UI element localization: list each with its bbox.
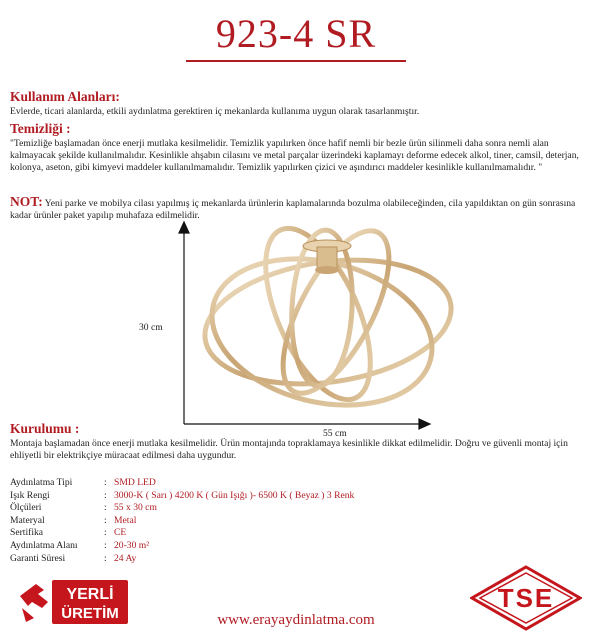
cleaning-text: "Temizliğe başlamadan önce enerji mutlaka kesilmelidir. Temizlik yapılırken önce hafif nemli bir bezle ürün silinmeli daha sonra nemli alan kalmayacak şekilde kullanılmalıdır. Kesinlikle ahşabın cilasını ve metal parçalar üzerindeki kaplamayı deforme edecek alkol, tiner, camsil, deterjan, kolonya, aseton, gibi kimyevi maddeler kullanılmamalıdır. Temizlik yapılırken çizici ve aşındırıcı maddeler kesinlikle kullanılmamalıdır. " (10, 138, 579, 174)
spec-row: Aydınlatma Alanı : 20-30 m² (10, 539, 150, 551)
spec-row: Garanti Süresi : 24 Ay (10, 552, 137, 564)
note-text: Yeni parke ve mobilya cilası yapılmış iç mekanlarda ürünlerin kaplamalarında bozulma olabileceğinden, cila yapıldıktan on gün sonrasına kadar ürünler paket yapılıp muhafaza edilmelidir. (10, 198, 576, 222)
spec-row: Ölçüleri : 55 x 30 cm (10, 502, 157, 514)
usage-text: Evlerde, ticari alanlarda, etkili aydınlatma gerektiren iç mekanlarda kullanıma uygun olarak tasarlanmıştır. (10, 106, 420, 117)
width-label: 55 cm (323, 428, 347, 439)
spec-row: Aydınlatma Tipi : SMD LED (10, 477, 156, 488)
height-label: 30 cm (139, 322, 163, 333)
tse-text: TSE (497, 583, 555, 613)
installation-text: Montaja başlamadan önce enerji mutlaka kesilmelidir. Ürün montajında topraklamaya kesinlikle dikkat edilmelidir. Doğru ve güvenli montaj için ehliyetli bir elektrikçiye müracaat edilmesi daha uygundur. (10, 438, 568, 462)
spec-row: Işık Rengi : 3000-K ( Sarı ) 4200 K ( Gün Işığı )- 6500 K ( Beyaz ) 3 Renk (10, 489, 355, 501)
installation-heading: Kurulumu : (10, 421, 80, 436)
page-title: 923-4 SR (215, 11, 377, 56)
usage-heading: Kullanım Alanları: (10, 89, 120, 104)
spec-table (10, 477, 354, 565)
note-heading: NOT: (10, 194, 43, 209)
cleaning-heading: Temizliği : (10, 121, 71, 136)
badge-line1: YERLİ (66, 586, 114, 603)
spec-row: Sertifika : CE (10, 527, 127, 539)
website-link[interactable]: www.erayaydinlatma.com (217, 612, 375, 628)
badge-line2: ÜRETİM (61, 605, 119, 622)
spec-row: Materyal : Metal (10, 514, 137, 526)
